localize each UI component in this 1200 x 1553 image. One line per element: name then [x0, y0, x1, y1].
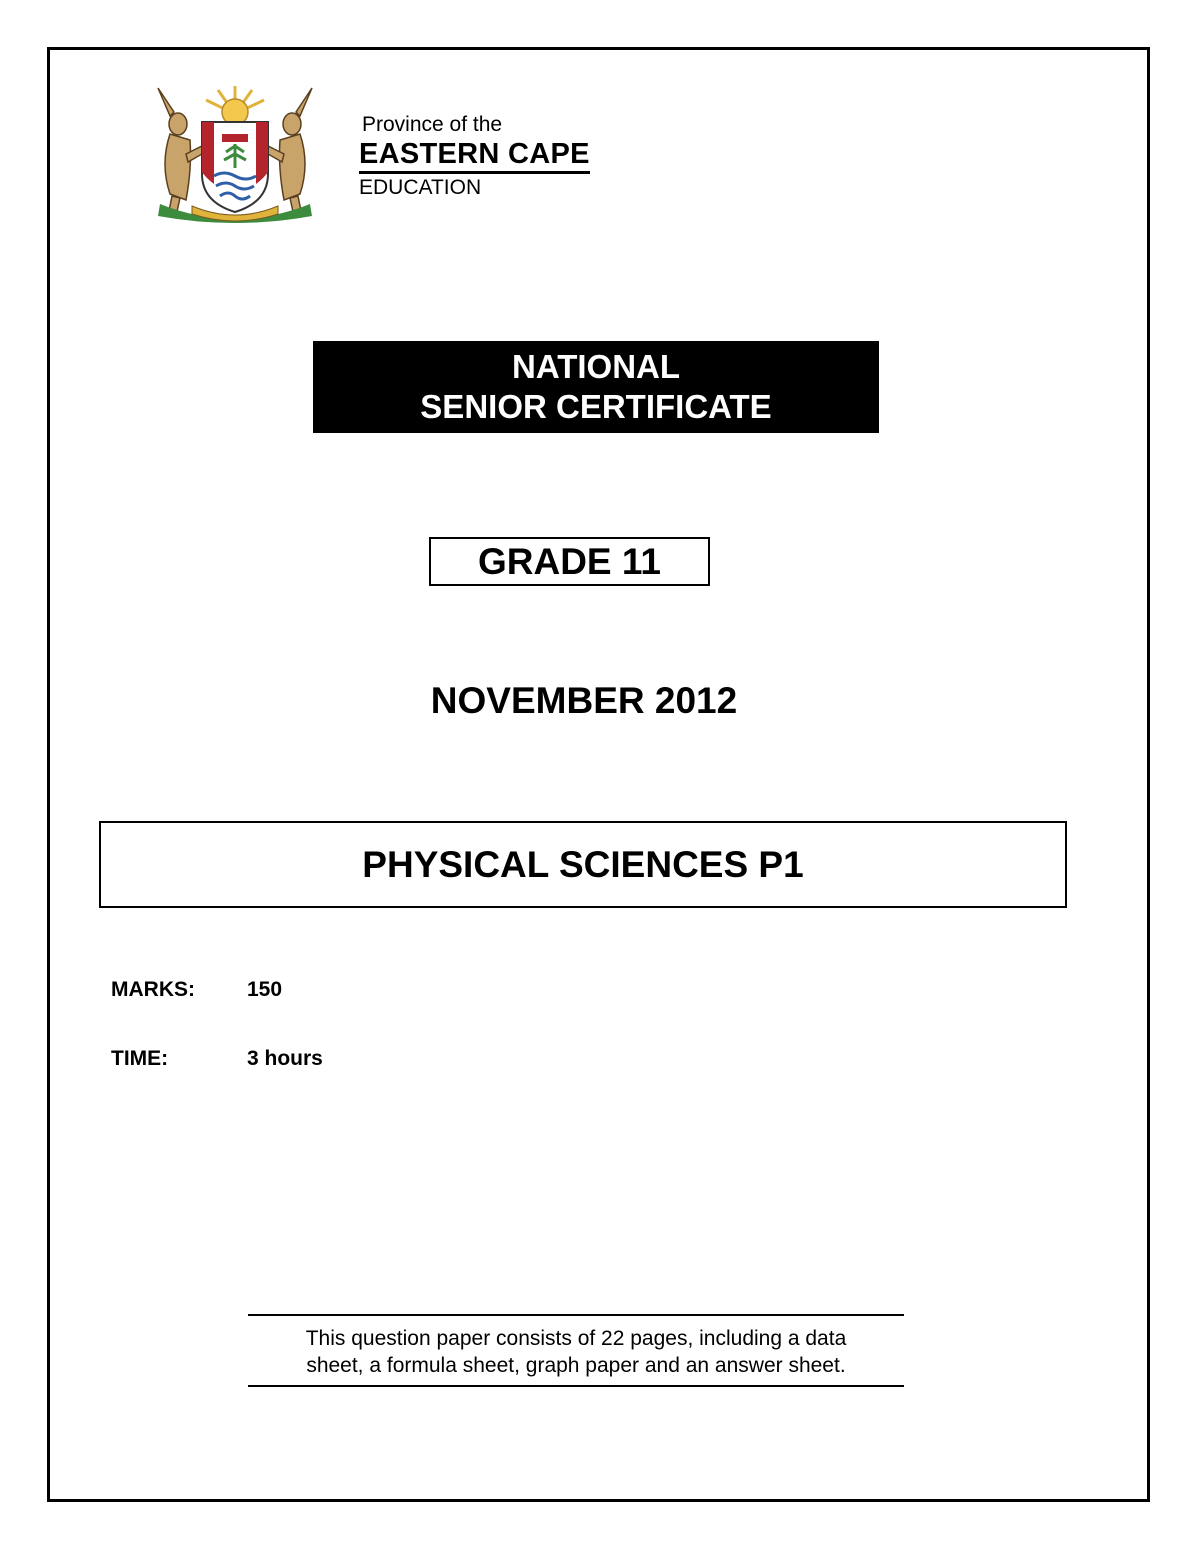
- time-label: TIME:: [111, 1047, 169, 1070]
- time-value: 3 hours: [247, 1047, 323, 1070]
- certificate-line-1: NATIONAL: [511, 348, 681, 385]
- marks-row: [111, 977, 282, 1003]
- grade-label: GRADE 11: [429, 537, 710, 586]
- note-line-1: This question paper consists of 22 pages, including a data: [305, 1327, 847, 1350]
- subject-title: PHYSICAL SCIENCES P1: [99, 821, 1067, 908]
- certificate-banner: [313, 341, 879, 433]
- province-header: [359, 112, 590, 200]
- marks-value: 150: [247, 978, 283, 1001]
- province-prefix: Province of the: [362, 113, 503, 136]
- time-row: [111, 1046, 323, 1072]
- exam-date: NOVEMBER 2012: [430, 680, 738, 721]
- page-border: [47, 47, 1150, 1502]
- department-name: EDUCATION: [359, 176, 482, 199]
- coat-of-arms-icon: [140, 84, 330, 226]
- note-line-2: sheet, a formula sheet, graph paper and an answer sheet.: [306, 1354, 846, 1377]
- province-name: EASTERN CAPE: [359, 138, 590, 174]
- marks-label: MARKS:: [111, 978, 195, 1001]
- certificate-line-2: SENIOR CERTIFICATE: [420, 388, 772, 425]
- page-count-note: [248, 1314, 904, 1387]
